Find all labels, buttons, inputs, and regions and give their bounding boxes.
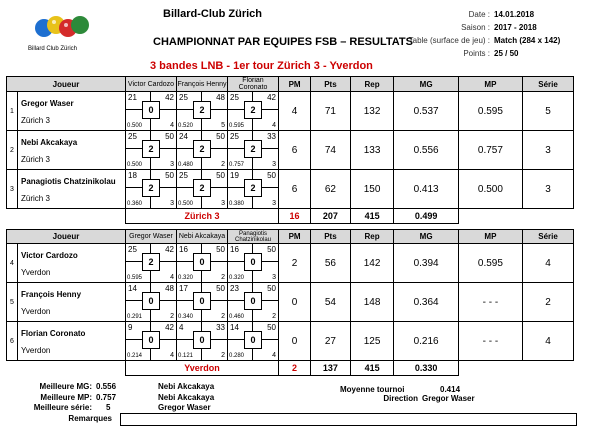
col-mp: MP [458, 230, 522, 244]
col-mg: MG [394, 77, 458, 92]
game-match-points: 2 [142, 179, 160, 197]
player-rep: 150 [350, 170, 394, 209]
game-points: 24 [179, 132, 188, 141]
avg-label: Moyenne tournoi [340, 385, 405, 394]
game-average: 0.214 [127, 353, 143, 359]
player-serie: 4 [523, 322, 574, 361]
game-innings: 50 [216, 171, 225, 180]
game-average: 0.595 [127, 275, 143, 281]
game-score [228, 170, 278, 208]
game-average: 0.595 [229, 123, 245, 129]
player-serie: 4 [523, 244, 574, 283]
game-series: 3 [170, 161, 174, 168]
game-points: 25 [230, 93, 239, 102]
direction-value: Gregor Waser [422, 394, 475, 403]
best-mp-value: 0.757 [96, 393, 117, 402]
best-mg-player: Nebi Akcakaya [158, 382, 215, 391]
team1-total-pts: 207 [311, 209, 351, 224]
game-match-points: 0 [244, 331, 262, 349]
player-serie: 3 [523, 131, 574, 170]
game-average: 0.500 [127, 123, 143, 129]
player-serie: 3 [523, 170, 574, 209]
game-series: 2 [221, 352, 225, 359]
team2-total-name: Yverdon [126, 361, 279, 376]
player-pts: 74 [311, 131, 351, 170]
game-series: 3 [170, 200, 174, 207]
player-club: Zürich 3 [21, 155, 50, 164]
player-pts: 71 [311, 92, 351, 131]
game-series: 3 [221, 200, 225, 207]
best-mp-player: Nebi Akcakaya [158, 393, 215, 402]
player-name: François Henny [21, 290, 82, 299]
best-mp-label: Meilleure MP: [40, 393, 92, 402]
game-score [126, 170, 176, 208]
game-points: 14 [128, 284, 137, 293]
season-label: Saison : [461, 23, 490, 32]
game-match-points: 0 [142, 101, 160, 119]
game-cell [228, 92, 279, 131]
game-score [126, 322, 176, 360]
best-mg-value: 0.556 [96, 382, 117, 391]
game-match-points: 2 [142, 253, 160, 271]
game-cell [126, 92, 177, 131]
game-average: 0.520 [178, 123, 194, 129]
game-points: 16 [179, 245, 188, 254]
game-score [177, 131, 227, 169]
player-name: Nebi Akcakaya [21, 138, 78, 147]
game-score [126, 131, 176, 169]
game-match-points: 0 [244, 292, 262, 310]
game-match-points: 2 [193, 140, 211, 158]
player-mp: 0.595 [458, 244, 522, 283]
game-points: 25 [179, 171, 188, 180]
player-club: Yverdon [21, 307, 51, 316]
team1-total-pm: 16 [279, 209, 311, 224]
opp-header: Nebi Akcakaya [177, 230, 228, 244]
player-pm: 6 [279, 170, 311, 209]
game-innings: 50 [165, 132, 174, 141]
game-innings: 50 [216, 284, 225, 293]
col-rep: Rep [350, 77, 394, 92]
game-match-points: 2 [142, 140, 160, 158]
player-mp: - - - [458, 322, 522, 361]
game-cell [177, 170, 228, 209]
row-number: 5 [7, 283, 18, 322]
game-cell [228, 322, 279, 361]
game-innings: 33 [267, 132, 276, 141]
player-row [7, 244, 574, 283]
player-name: Victor Cardozo [21, 251, 78, 260]
game-cell [177, 244, 228, 283]
game-series: 5 [221, 122, 225, 129]
game-match-points: 0 [193, 253, 211, 271]
player-mp: 0.595 [458, 92, 522, 131]
player-mp: 0.757 [458, 131, 522, 170]
game-score [228, 131, 278, 169]
date-value: 14.01.2018 [494, 10, 535, 19]
row-number: 6 [7, 322, 18, 361]
game-innings: 48 [165, 284, 174, 293]
player-cell [18, 131, 126, 170]
table-value: Match (284 x 142) [494, 36, 561, 45]
game-points: 21 [128, 93, 137, 102]
game-innings: 50 [267, 245, 276, 254]
player-cell [18, 244, 126, 283]
points-label: Points : [463, 49, 490, 58]
game-score [228, 322, 278, 360]
game-innings: 50 [216, 132, 225, 141]
row-number: 1 [7, 92, 18, 131]
team2-total-rep: 415 [350, 361, 394, 376]
player-pm: 4 [279, 92, 311, 131]
game-series: 2 [272, 313, 276, 320]
game-series: 3 [272, 274, 276, 281]
game-cell [228, 283, 279, 322]
game-series: 4 [272, 122, 276, 129]
game-points: 23 [230, 284, 239, 293]
game-score [126, 92, 176, 130]
game-innings: 50 [267, 171, 276, 180]
player-row [7, 92, 574, 131]
game-score [228, 244, 278, 282]
game-average: 0.500 [127, 162, 143, 168]
game-average: 0.291 [127, 314, 143, 320]
game-points: 4 [179, 323, 184, 332]
game-score [177, 170, 227, 208]
game-average: 0.340 [178, 314, 194, 320]
game-cell [228, 170, 279, 209]
player-pm: 0 [279, 322, 311, 361]
row-number: 3 [7, 170, 18, 209]
col-mg: MG [394, 230, 458, 244]
direction-label: Direction [383, 394, 418, 403]
points-value: 25 / 50 [494, 49, 519, 58]
opp-header: Victor Cardozo [126, 77, 177, 92]
game-score [177, 92, 227, 130]
game-average: 0.360 [127, 201, 143, 207]
player-mg: 0.216 [394, 322, 458, 361]
game-average: 0.320 [178, 275, 194, 281]
player-pm: 0 [279, 283, 311, 322]
game-cell [228, 131, 279, 170]
player-serie: 5 [523, 92, 574, 131]
game-score [177, 322, 227, 360]
game-match-points: 2 [244, 179, 262, 197]
game-series: 2 [221, 313, 225, 320]
game-series: 4 [272, 352, 276, 359]
avg-value: 0.414 [440, 385, 461, 394]
player-cell [18, 322, 126, 361]
col-pm: PM [279, 77, 311, 92]
game-series: 4 [170, 122, 174, 129]
game-score [126, 244, 176, 282]
game-series: 4 [170, 274, 174, 281]
player-pm: 2 [279, 244, 311, 283]
col-joueur: Joueur [7, 230, 126, 244]
opp-header: Gregor Waser [126, 230, 177, 244]
game-innings: 33 [216, 323, 225, 332]
player-cell [18, 170, 126, 209]
game-points: 16 [230, 245, 239, 254]
game-points: 14 [230, 323, 239, 332]
logo-text: Billard Club Zürich [28, 46, 78, 52]
game-points: 25 [128, 132, 137, 141]
col-pm: PM [279, 230, 311, 244]
page-title: CHAMPIONNAT PAR EQUIPES FSB – RESULTATS [153, 36, 413, 48]
opp-header: Panagiotis Chatzinikolau [228, 230, 279, 244]
game-cell [126, 170, 177, 209]
game-match-points: 2 [244, 140, 262, 158]
player-pts: 27 [311, 322, 351, 361]
game-average: 0.121 [178, 353, 194, 359]
player-club: Yverdon [21, 346, 51, 355]
game-match-points: 0 [142, 331, 160, 349]
game-match-points: 0 [244, 253, 262, 271]
player-row [7, 131, 574, 170]
season-value: 2017 - 2018 [494, 23, 537, 32]
game-cell [126, 283, 177, 322]
player-pm: 6 [279, 131, 311, 170]
club-name: Billard-Club Zürich [163, 8, 262, 20]
opp-header: Florian Coronato [228, 77, 279, 92]
team1-total-mg: 0.499 [394, 209, 458, 224]
game-innings: 42 [267, 93, 276, 102]
game-average: 0.500 [178, 201, 194, 207]
team2-table [6, 229, 574, 376]
game-average: 0.460 [229, 314, 245, 320]
game-cell [177, 322, 228, 361]
player-serie: 2 [523, 283, 574, 322]
game-score [177, 283, 227, 321]
game-series: 2 [221, 161, 225, 168]
game-points: 9 [128, 323, 133, 332]
col-pts: Pts [311, 77, 351, 92]
player-pts: 54 [311, 283, 351, 322]
game-cell [126, 322, 177, 361]
game-innings: 42 [165, 93, 174, 102]
game-series: 3 [272, 200, 276, 207]
player-rep: 142 [350, 244, 394, 283]
remarks-field[interactable] [120, 413, 577, 426]
best-serie-label: Meilleure série: [33, 403, 92, 412]
best-mg-label: Meilleure MG: [39, 382, 92, 391]
player-row [7, 170, 574, 209]
game-points: 25 [179, 93, 188, 102]
player-pts: 56 [311, 244, 351, 283]
game-innings: 42 [165, 323, 174, 332]
game-innings: 50 [216, 245, 225, 254]
game-innings: 50 [165, 171, 174, 180]
player-rep: 125 [350, 322, 394, 361]
row-number: 2 [7, 131, 18, 170]
player-pts: 62 [311, 170, 351, 209]
player-row [7, 283, 574, 322]
best-serie-value: 5 [106, 403, 111, 412]
game-match-points: 2 [244, 101, 262, 119]
game-points: 25 [230, 132, 239, 141]
game-points: 19 [230, 171, 239, 180]
match-subtitle: 3 bandes LNB - 1er tour Zürich 3 - Yverdon [150, 60, 373, 72]
player-mp: - - - [458, 283, 522, 322]
game-series: 4 [170, 352, 174, 359]
game-series: 2 [221, 274, 225, 281]
game-match-points: 0 [193, 331, 211, 349]
col-serie: Série [523, 230, 574, 244]
player-name: Panagiotis Chatzinikolau [21, 177, 116, 186]
player-club: Zürich 3 [21, 194, 50, 203]
player-cell [18, 92, 126, 131]
game-cell [126, 131, 177, 170]
best-serie-player: Gregor Waser [158, 403, 211, 412]
player-rep: 133 [350, 131, 394, 170]
game-cell [228, 244, 279, 283]
player-row [7, 322, 574, 361]
player-mg: 0.413 [394, 170, 458, 209]
game-innings: 50 [267, 323, 276, 332]
game-cell [126, 244, 177, 283]
game-score [228, 283, 278, 321]
team2-total-pm: 2 [279, 361, 311, 376]
player-club: Zürich 3 [21, 116, 50, 125]
game-points: 25 [128, 245, 137, 254]
col-serie: Série [523, 77, 574, 92]
col-mp: MP [458, 77, 522, 92]
table-label: Table (surface de jeu) : [408, 36, 490, 45]
team1-total-rep: 415 [350, 209, 394, 224]
player-name: Florian Coronato [21, 329, 86, 338]
game-score [126, 283, 176, 321]
game-average: 0.757 [229, 162, 245, 168]
game-match-points: 2 [193, 101, 211, 119]
team1-table [6, 76, 574, 224]
game-points: 17 [179, 284, 188, 293]
player-mp: 0.500 [458, 170, 522, 209]
player-mg: 0.537 [394, 92, 458, 131]
row-number: 4 [7, 244, 18, 283]
team1-total-name: Zürich 3 [126, 209, 279, 224]
game-cell [177, 92, 228, 131]
club-logo [30, 12, 100, 46]
game-points: 18 [128, 171, 137, 180]
team2-total-pts: 137 [311, 361, 351, 376]
game-score [228, 92, 278, 130]
game-match-points: 0 [193, 292, 211, 310]
game-average: 0.280 [229, 353, 245, 359]
remarks-label: Remarques [68, 414, 112, 423]
player-club: Yverdon [21, 268, 51, 277]
game-average: 0.480 [178, 162, 194, 168]
game-cell [177, 283, 228, 322]
player-mg: 0.556 [394, 131, 458, 170]
game-innings: 50 [267, 284, 276, 293]
game-innings: 48 [216, 93, 225, 102]
player-name: Gregor Waser [21, 99, 74, 108]
player-mg: 0.364 [394, 283, 458, 322]
game-cell [177, 131, 228, 170]
col-pts: Pts [311, 230, 351, 244]
player-cell [18, 283, 126, 322]
game-innings: 42 [165, 245, 174, 254]
col-joueur: Joueur [7, 77, 126, 92]
game-series: 2 [170, 313, 174, 320]
date-label: Date : [468, 10, 490, 19]
player-mg: 0.394 [394, 244, 458, 283]
game-average: 0.320 [229, 275, 245, 281]
game-series: 3 [272, 161, 276, 168]
game-average: 0.380 [229, 201, 245, 207]
player-rep: 132 [350, 92, 394, 131]
game-match-points: 2 [193, 179, 211, 197]
game-score [177, 244, 227, 282]
team2-total-mg: 0.330 [394, 361, 458, 376]
player-rep: 148 [350, 283, 394, 322]
col-rep: Rep [350, 230, 394, 244]
opp-header: François Henny [177, 77, 228, 92]
game-match-points: 0 [142, 292, 160, 310]
